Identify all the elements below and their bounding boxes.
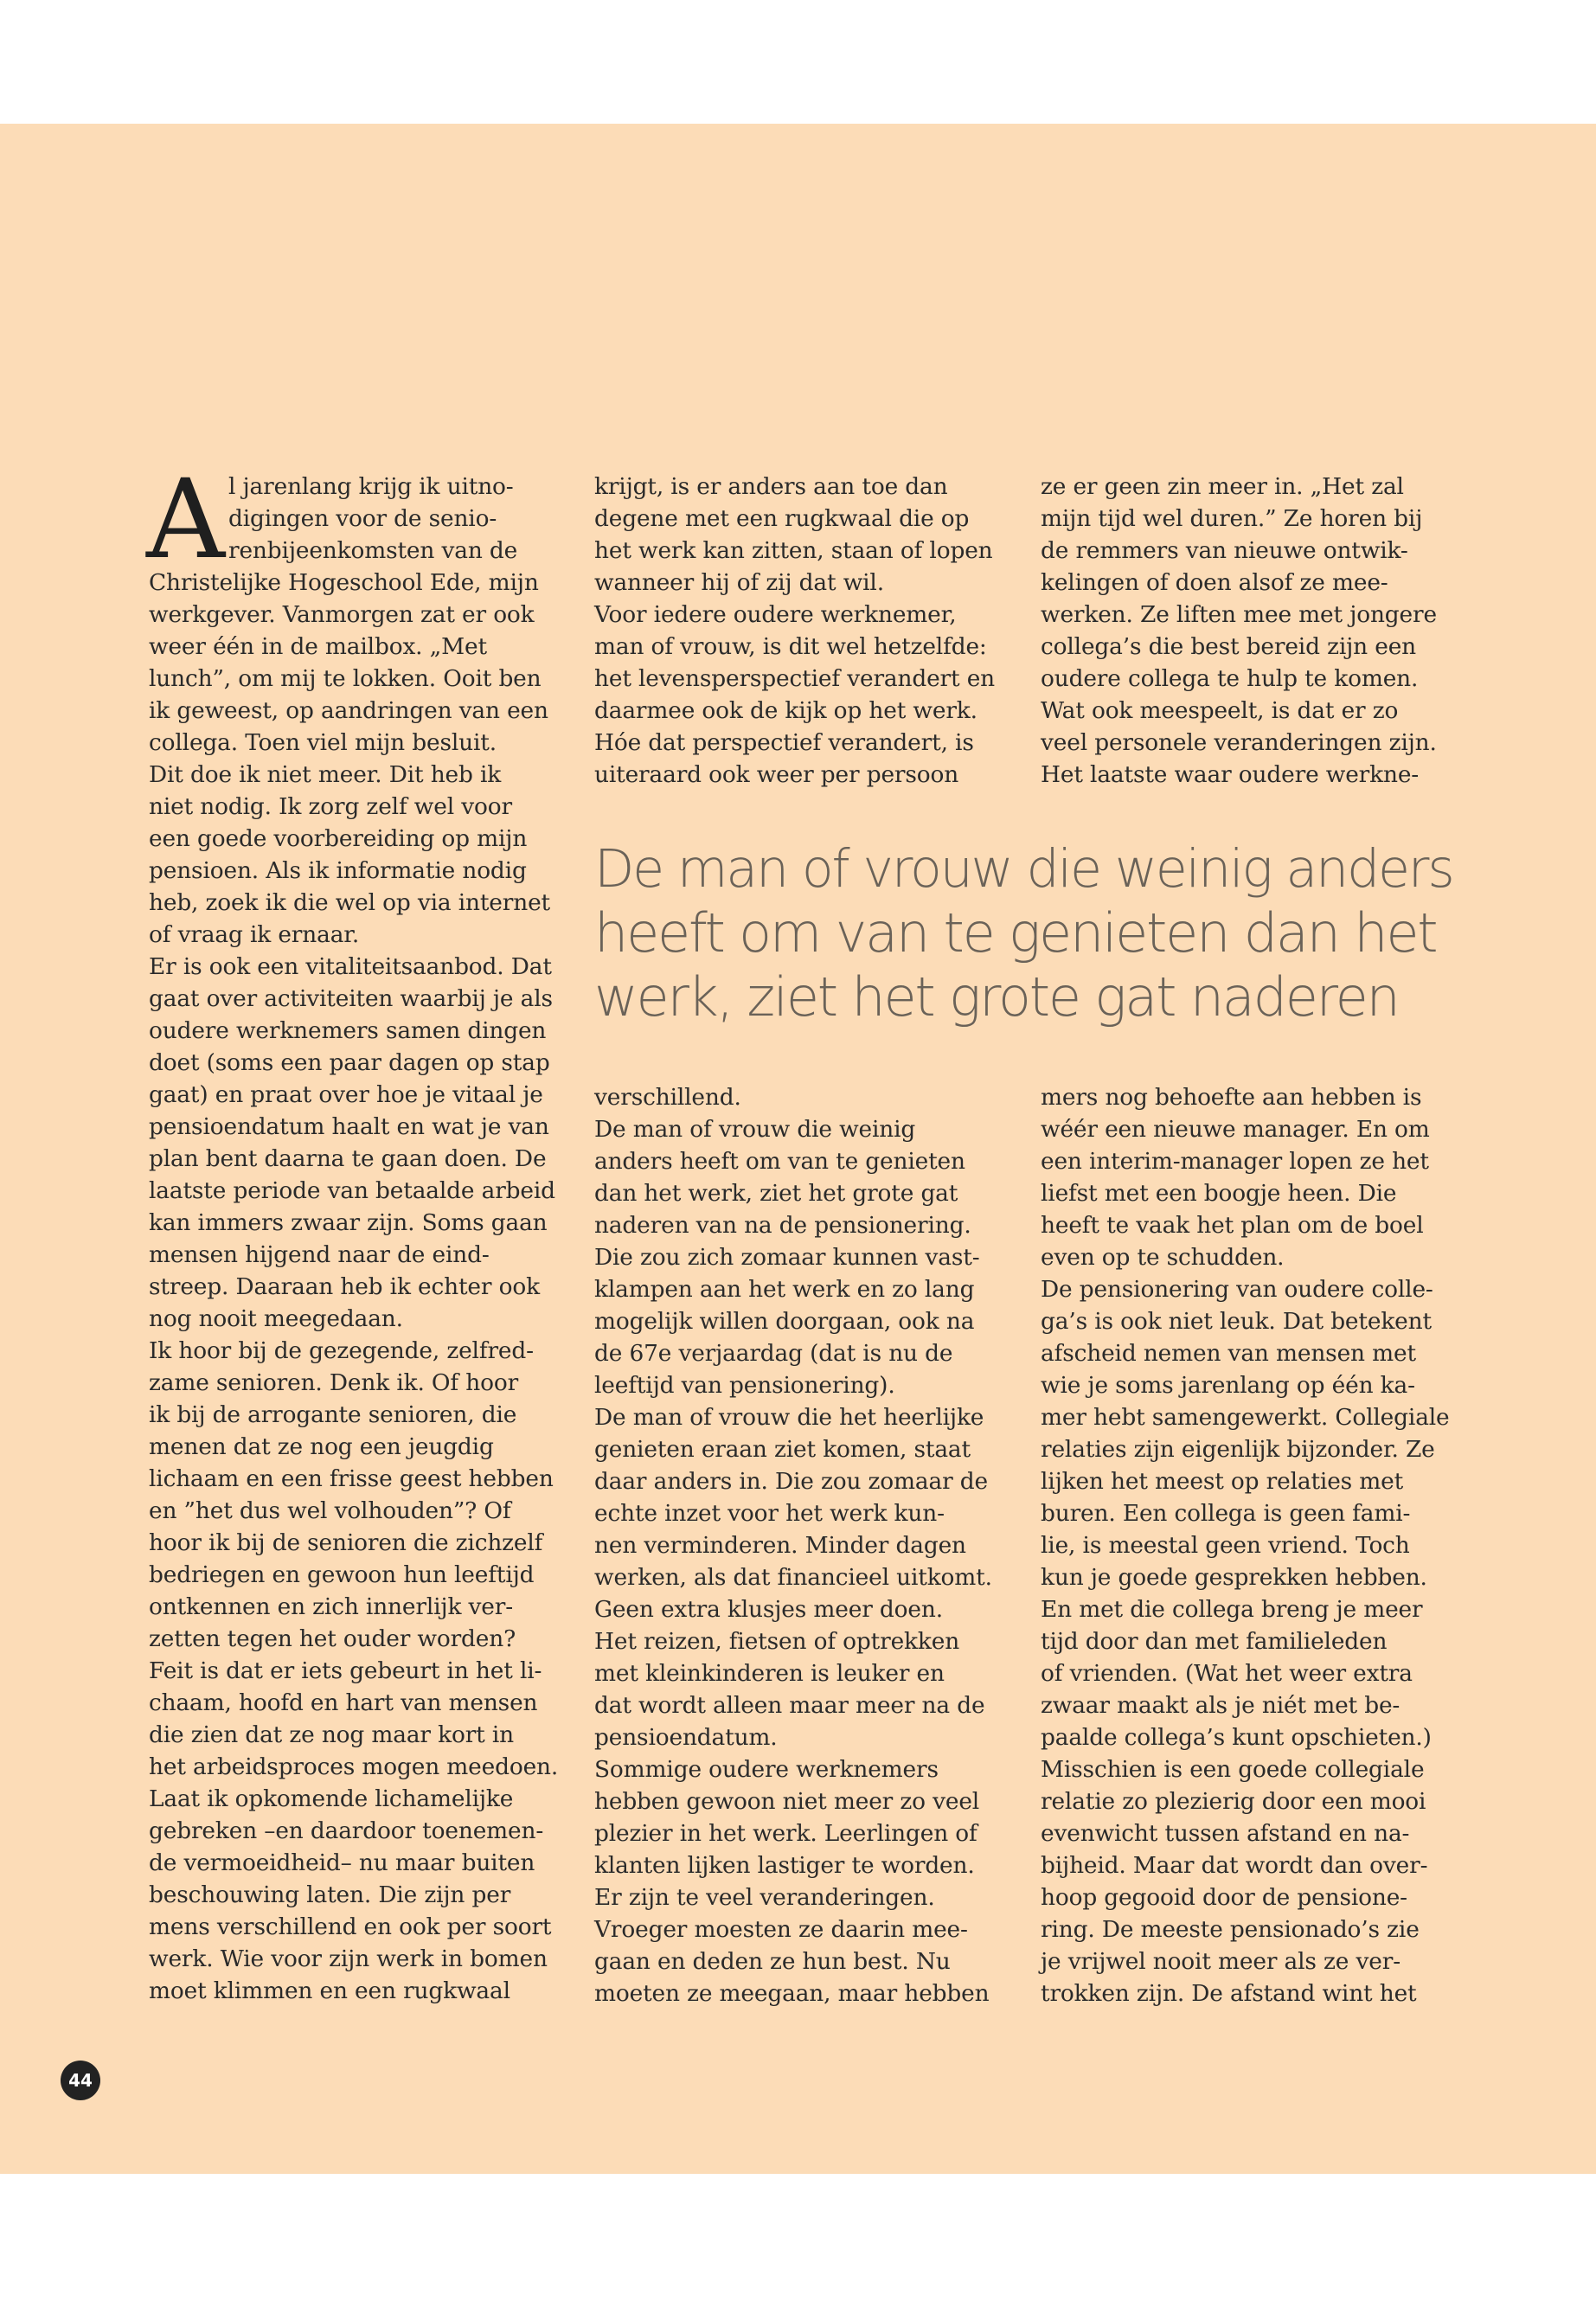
text-line: zwaar maakt als je niét met be- (1041, 1692, 1401, 1719)
text-line: anders heeft om van te genieten (594, 1148, 965, 1175)
text-line: met kleinkinderen is leuker en (594, 1660, 945, 1687)
pull-quote-line: De man of vrouw die weinig anders (594, 839, 1453, 900)
text-line: relaties zijn eigenlijk bijzonder. Ze (1041, 1436, 1435, 1463)
text-line: chaam, hoofd en hart van mensen (149, 1689, 538, 1716)
text-line: of vrienden. (Wat het weer extra (1041, 1660, 1413, 1687)
article-column-2-top (594, 471, 1010, 791)
text-line: Wat ook meespeelt, is dat er zo (1041, 697, 1399, 724)
text-line: Het reizen, fietsen of optrekken (594, 1628, 960, 1655)
text-line: niet nodig. Ik zorg zelf wel voor (149, 793, 512, 820)
text-line: gaat) en praat over hoe je vitaal je (149, 1081, 543, 1108)
text-line: echte inzet voor het werk kun- (594, 1500, 945, 1527)
text-line: Geen extra klusjes meer doen. (594, 1596, 943, 1623)
drop-cap: A (146, 456, 225, 583)
text-line: De man of vrouw die het heerlijke (594, 1404, 984, 1431)
text-line: mensen hijgend naar de eind- (149, 1241, 490, 1268)
text-line: menen dat ze nog een jeugdig (149, 1433, 494, 1460)
article-column-1 (146, 456, 564, 2007)
text-line: Feit is dat er iets gebeurt in het li- (149, 1657, 542, 1684)
text-line: heb, zoek ik die wel op via internet (149, 889, 551, 916)
text-line: ze er geen zin meer in. „Het zal (1041, 473, 1404, 500)
article-column-3-top (1041, 471, 1456, 791)
text-line: beschouwing laten. Die zijn per (149, 1881, 511, 1908)
text-line: oudere collega te hulp te komen. (1041, 665, 1419, 692)
text-line: collega’s die best bereid zijn een (1041, 633, 1417, 660)
text-line: Laat ik opkomende lichamelijke (149, 1785, 514, 1812)
page-number-badge: 44 (61, 2061, 100, 2100)
text-line: werken. Ze liften mee met jongere (1041, 601, 1437, 628)
text-line: mer hebt samengewerkt. Collegiale (1041, 1404, 1450, 1431)
pull-quote (594, 837, 1459, 1029)
text-line: klanten lijken lastiger te worden. (594, 1852, 975, 1879)
text-line: een goede voorbereiding op mijn (149, 825, 528, 852)
text-line: veel personele veranderingen zijn. (1041, 729, 1437, 756)
text-line: Voor iedere oudere werknemer, (594, 601, 957, 628)
text-line: oudere werknemers samen dingen (149, 1017, 547, 1044)
text-line: klampen aan het werk en zo lang (594, 1276, 975, 1303)
text-line: hoop gegooid door de pensione- (1041, 1884, 1407, 1911)
text-line: genieten eraan ziet komen, staat (594, 1436, 971, 1463)
text-line: paalde collega’s kunt opschieten.) (1041, 1724, 1432, 1751)
text-line: Vroeger moesten ze daarin mee- (594, 1916, 968, 1943)
text-line: Het laatste waar oudere werkne- (1041, 761, 1420, 788)
text-line: ga’s is ook niet leuk. Dat betekent (1041, 1308, 1432, 1335)
text-line: mers nog behoefte aan hebben is (1041, 1084, 1422, 1111)
text-line: lichaam en een frisse geest hebben (149, 1465, 554, 1492)
text-line: kun je goede gesprekken hebben. (1041, 1564, 1427, 1591)
text-line: pensioen. Als ik informatie nodig (149, 857, 527, 884)
text-line: kelingen of doen alsof ze mee- (1041, 569, 1388, 596)
text-line: En met die collega breng je meer (1041, 1596, 1423, 1623)
text-line: Christelijke Hogeschool Ede, mijn (149, 569, 539, 596)
text-line: dan het werk, ziet het grote gat (594, 1180, 958, 1207)
pull-quote-line: werk, ziet het grote gat naderen (594, 965, 1399, 1029)
text-line: die zien dat ze nog maar kort in (149, 1721, 515, 1748)
text-line: gebreken –en daardoor toenemen- (149, 1817, 544, 1844)
text-line: pensioendatum haalt en wat je van (149, 1113, 549, 1140)
text-line: verschillend. (594, 1084, 741, 1111)
text-line: wanneer hij of zij dat wil. (594, 569, 884, 596)
text-line: Die zou zich zomaar kunnen vast- (594, 1244, 980, 1271)
text-line: Sommige oudere werknemers (594, 1756, 939, 1783)
text-line: en ”het dus wel volhouden”? Of (149, 1497, 511, 1524)
text-line: nen verminderen. Minder dagen (594, 1532, 966, 1559)
text-line: werk. Wie voor zijn werk in bomen (149, 1945, 548, 1972)
text-line: relatie zo plezierig door een mooi (1041, 1788, 1426, 1815)
text-line: ik bij de arrogante senioren, die (149, 1401, 517, 1428)
text-line: afscheid nemen van mensen met (1041, 1340, 1416, 1367)
text-line: hebben gewoon niet meer zo veel (594, 1788, 980, 1815)
text-line: lie, is meestal geen vriend. Toch (1041, 1532, 1410, 1559)
text-line: Hóe dat perspectief verandert, is (594, 729, 974, 756)
text-line: evenwicht tussen afstand en na- (1041, 1820, 1410, 1847)
text-line: Er is ook een vitaliteitsaanbod. Dat (149, 953, 552, 980)
text-line: dat wordt alleen maar meer na de (594, 1692, 985, 1719)
text-line: naderen van na de pensionering. (594, 1212, 971, 1239)
text-line: Ik hoor bij de gezegende, zelfred- (149, 1337, 534, 1364)
text-line: gaan en deden ze hun best. Nu (594, 1948, 951, 1975)
text-line: doet (soms een paar dagen op stap (149, 1049, 550, 1076)
text-line: werken, als dat financieel uitkomt. (594, 1564, 992, 1591)
text-line: mens verschillend en ook per soort (149, 1913, 552, 1940)
text-line: gaat over activiteiten waarbij je als (149, 985, 553, 1012)
text-line: mogelijk willen doorgaan, ook na (594, 1308, 975, 1335)
text-line: daar anders in. Die zou zomaar de (594, 1468, 989, 1495)
text-line: lijken het meest op relaties met (1041, 1468, 1404, 1495)
text-line: digingen voor de senio- (228, 505, 497, 532)
text-line: moet klimmen en een rugkwaal (149, 1977, 510, 2004)
text-line: collega. Toen viel mijn besluit. (149, 729, 497, 756)
text-line: ring. De meeste pensionado’s zie (1041, 1916, 1420, 1943)
text-line: uiteraard ook weer per persoon (594, 761, 959, 788)
text-line: wéér een nieuwe manager. En om (1041, 1116, 1430, 1143)
text-line: liefst met een boogje heen. Die (1041, 1180, 1397, 1207)
article-column-3-bottom (1041, 1081, 1456, 2009)
text-line: trokken zijn. De afstand wint het (1041, 1980, 1417, 2007)
text-line: heeft te vaak het plan om de boel (1041, 1212, 1424, 1239)
text-line: wie je soms jarenlang op één ka- (1041, 1372, 1415, 1399)
text-line: Er zijn te veel veranderingen. (594, 1884, 935, 1911)
text-line: hoor ik bij de senioren die zichzelf (149, 1529, 543, 1556)
text-line: plezier in het werk. Leerlingen of (594, 1820, 977, 1847)
text-line: moeten ze meegaan, maar hebben (594, 1980, 990, 2007)
text-line: even op te schudden. (1041, 1244, 1285, 1271)
article-column-2-bottom (594, 1081, 1010, 2009)
text-line: het arbeidsproces mogen meedoen. (149, 1753, 559, 1780)
text-line: zame senioren. Denk ik. Of hoor (149, 1369, 519, 1396)
text-line: ik geweest, op aandringen van een (149, 697, 548, 724)
text-line: tijd door dan met familieleden (1041, 1628, 1388, 1655)
text-line: de 67e verjaardag (dat is nu de (594, 1340, 953, 1367)
text-line: lunch”, om mij te lokken. Ooit ben (149, 665, 542, 692)
text-line: renbijeenkomsten van de (228, 537, 518, 564)
text-line: weer één in de mailbox. „Met (149, 633, 487, 660)
text-line: Dit doe ik niet meer. Dit heb ik (149, 761, 502, 788)
text-line: bedriegen en gewoon hun leeftijd (149, 1561, 535, 1588)
text-line: zetten tegen het ouder worden? (149, 1625, 516, 1652)
text-line: degene met een rugkwaal die op (594, 505, 970, 532)
text-line: daarmee ook de kijk op het werk. (594, 697, 977, 724)
text-line: l jarenlang krijg ik uitno- (228, 473, 514, 500)
text-line: Misschien is een goede collegiale (1041, 1756, 1425, 1783)
text-line: kan immers zwaar zijn. Soms gaan (149, 1209, 548, 1236)
text-line: pensioendatum. (594, 1724, 778, 1751)
text-line: werkgever. Vanmorgen zat er ook (149, 601, 535, 628)
pull-quote-line: heeft om van te genieten dan het (594, 901, 1437, 965)
text-line: plan bent daarna te gaan doen. De (149, 1145, 547, 1172)
text-line: ontkennen en zich innerlijk ver- (149, 1593, 513, 1620)
text-line: of vraag ik ernaar. (149, 921, 360, 948)
text-line: laatste periode van betaalde arbeid (149, 1177, 555, 1204)
text-line: leeftijd van pensionering). (594, 1372, 895, 1399)
text-line: een interim-manager lopen ze het (1041, 1148, 1429, 1175)
text-line: De pensionering van oudere colle- (1041, 1276, 1433, 1303)
text-line: mijn tijd wel duren.” Ze horen bij (1041, 505, 1423, 532)
text-line: krijgt, is er anders aan toe dan (594, 473, 948, 500)
text-line: het levensperspectief verandert en (594, 665, 996, 692)
text-line: De man of vrouw die weinig (594, 1116, 916, 1143)
text-line: het werk kan zitten, staan of lopen (594, 537, 993, 564)
text-line: streep. Daaraan heb ik echter ook (149, 1273, 540, 1300)
text-line: buren. Een collega is geen fami- (1041, 1500, 1411, 1527)
text-line: de remmers van nieuwe ontwik- (1041, 537, 1408, 564)
text-line: de vermoeidheid– nu maar buiten (149, 1849, 535, 1876)
text-line: bijheid. Maar dat wordt dan over- (1041, 1852, 1428, 1879)
text-line: je vrijwel nooit meer als ze ver- (1041, 1948, 1401, 1975)
text-line: nog nooit meegedaan. (149, 1305, 403, 1332)
text-line: man of vrouw, is dit wel hetzelfde: (594, 633, 987, 660)
